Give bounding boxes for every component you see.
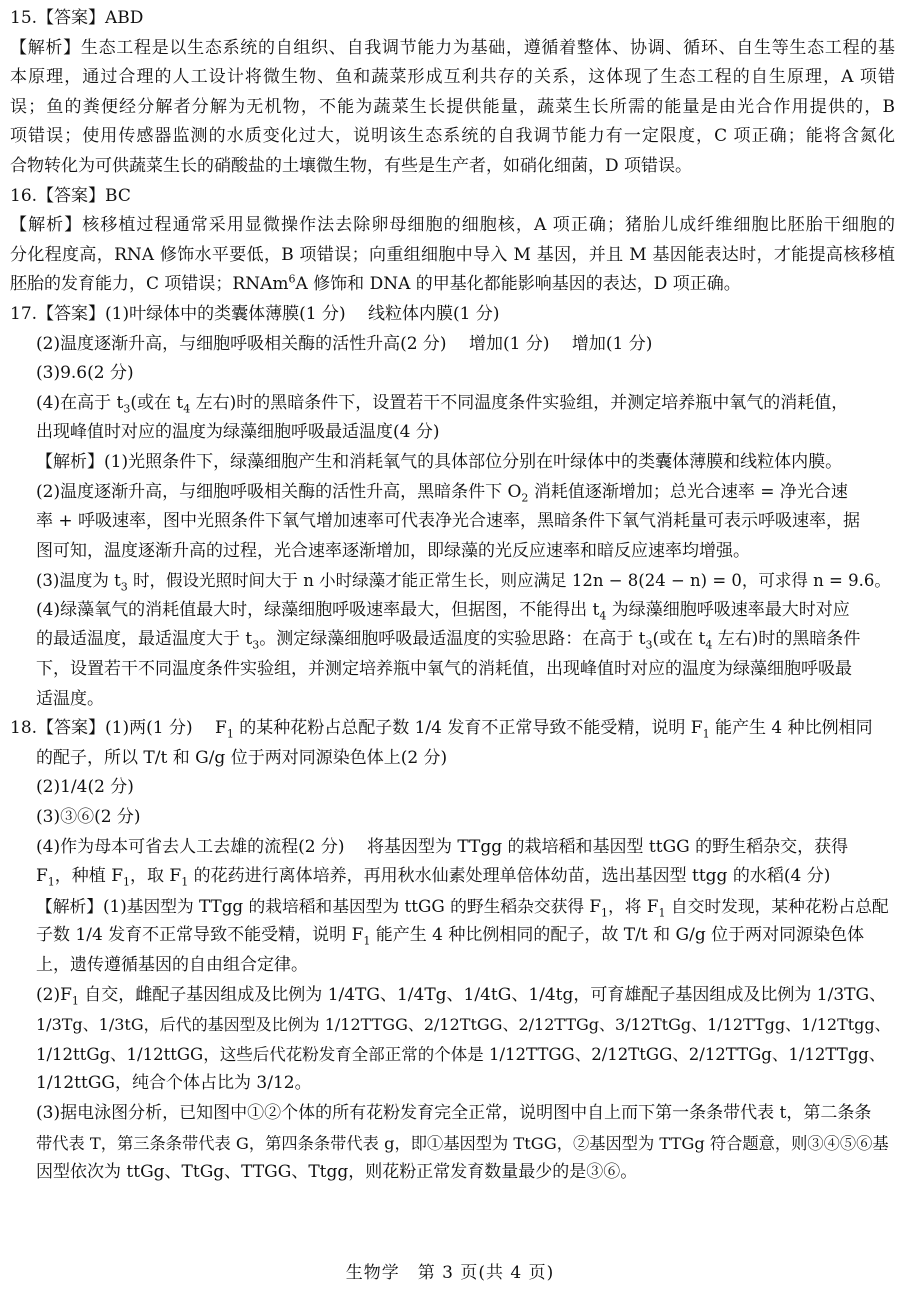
q18-answer-line: (4)作为母本可省去人工去雄的流程(2 分) 将基因型为 TTgg 的栽培稻和基因型 ttGG 的野生稻杂交，获得	[36, 836, 849, 857]
q18-answer-line: 的配子，所以 T/t 和 G/g 位于两对同源染色体上(2 分)	[36, 747, 448, 768]
q17-answer-line: (3)9.6(2 分)	[36, 363, 134, 384]
q18-explanation-line: 因型依次为 ttGg、TtGg、TTGG、Ttgg，则花粉正常发育数量最少的是③⑥。	[36, 1162, 638, 1183]
q17-answer-line: (2)温度逐渐升高，与细胞呼吸相关酶的活性升高(2 分) 增加(1 分) 增加(1 分)	[36, 333, 653, 354]
q18-answer-line: (3)③⑥(2 分)	[36, 807, 141, 828]
q17-explanation-line: 图可知，温度逐渐升高的过程，光合速率逐渐增加，即绿藻的光反应速率和暗反应速率均增强。	[36, 540, 750, 561]
q15-explanation-line: 合物转化为可供蔬菜生长的硝酸盐的土壤微生物，有些是生产者，如硝化细菌，D 项错误。	[10, 155, 693, 176]
q17-explanation-line: 的最适温度，最适温度大于 $t_3$。测定绿藻细胞呼吸最适温度的实验思路：在高于 $t_3$(或在 $t_4$ 左右)时的黑暗条件	[36, 629, 861, 652]
q17-explanation-line: 下，设置若干不同温度条件实验组，并测定培养瓶中氧气的消耗值，出现峰值时对应的温度为绿藻细胞呼吸最	[36, 659, 852, 680]
q18-explanation-line: 带代表 T，第三条条带代表 G，第四条条带代表 g，即①基因型为 TtGG，②基因型为 TTGg 符合题意，则③④⑤⑥基	[36, 1133, 889, 1153]
q17-explanation-line: (4)绿藻氧气的消耗值最大时，绿藻细胞呼吸速率最大，但据图，不能得出 $t_4$ 为绿藻细胞呼吸速率最大时对应	[36, 599, 850, 623]
q18-explanation-line: 1/12ttGG，纯合个体占比为 3/12。	[36, 1073, 312, 1094]
q17-explanation-line: (2)温度逐渐升高，与细胞呼吸相关酶的活性升高，黑暗条件下 $O_2$ 消耗值逐渐增加；总光合速率 = 净光合速	[36, 481, 848, 504]
q17-explanation-line: 【解析】(1)光照条件下，绿藻细胞产生和消耗氧气的具体部位分别在叶绿体中的类囊体薄膜和线粒体内膜。	[36, 451, 843, 472]
q15-explanation-line: 项错误；使用传感器监测的水质变化过大，说明该生态系统的自我调节能力有一定限度，C 项正确；能将含氮化	[10, 126, 895, 147]
q17-explanation-line: 率 + 呼吸速率，图中光照条件下氧气增加速率可代表净光合速率，黑暗条件下氧气消耗量可表示呼吸速率，据	[36, 511, 861, 532]
answer-content	[10, 4, 895, 1188]
q16-explanation-line: 分化程度高，RNA 修饰水平要低，B 项错误；向重组细胞中导入 M 基因，并且 M 基因能表达时，才能提高核移植	[10, 244, 895, 265]
q18-explanation-line: 1/3Tg、1/3tG，后代的基因型及比例为 1/12TTGG、2/12TtGG、2/12TTGg、3/12TtGg、1/12TTgg、1/12Ttgg、	[36, 1015, 891, 1035]
q17-answer-line: (4)在高于 $t_3$(或在 $t_4$ 左右)时的黑暗条件下，设置若干不同温度条件实验组，并测定培养瓶中氧气的消耗值，	[36, 392, 849, 416]
q18-answer-line: $F_1$，种植 $F_1$，取 $F_1$ 的花药进行离体培养，再用秋水仙素处理单倍体幼苗，选出基因型 ttgg 的水稻(4 分)	[36, 866, 831, 889]
q16-explanation-line: 【解析】核移植过程通常采用显微操作法去除卵母细胞的细胞核，A 项正确；猪胎儿成纤维细胞比胚胎干细胞的	[10, 215, 895, 236]
q17-answer-line: 17.【答案】(1)叶绿体中的类囊体薄膜(1 分) 线粒体内膜(1 分)	[10, 303, 500, 324]
q16-explanation-line: 胚胎的发育能力，C 项错误；RNAm$^6$A 修饰和 DNA 的甲基化都能影响基因的表达，D 项正确。	[10, 272, 741, 295]
q17-answer-line: 出现峰值时对应的温度为绿藻细胞呼吸最适温度(4 分)	[36, 422, 440, 443]
q15-explanation-line: 误；鱼的粪便经分解者分解为无机物，不能为蔬菜生长提供能量，蔬菜生长所需的能量是由光合作用提供的，B	[10, 96, 895, 117]
q18-explanation-line: 1/12ttGg、1/12ttGG，这些后代花粉发育全部正常的个体是 1/12TTGG、2/12TtGG、2/12TTGg、1/12TTgg、	[36, 1044, 886, 1064]
q18-answer-line: 18.【答案】(1)两(1 分) $F_1$ 的某种花粉占总配子数 1/4 发育不正常导致不能受精，说明 $F_1$ 能产生 4 种比例相同	[10, 718, 873, 741]
q18-explanation-line: 子数 1/4 发育不正常导致不能受精，说明 $F_1$ 能产生 4 种比例相同的配子，故 T/t 和 G/g 位于两对同源染色体	[36, 925, 865, 948]
page-footer: 生物学 第 3 页(共 4 页)	[345, 1263, 555, 1283]
q18-explanation-line: 上，遗传遵循基因的自由组合定律。	[36, 955, 308, 975]
q15-explanation-line: 本原理，通过合理的人工设计将微生物、鱼和蔬菜形成互利共存的关系，这体现了生态工程的自生原理，A 项错	[10, 67, 895, 88]
q16-answer: 16.【答案】BC	[10, 185, 131, 206]
q18-answer-line: (2)1/4(2 分)	[36, 777, 134, 798]
q18-explanation-line: $(2)F_1$ 自交，雌配子基因组成及比例为 1/4TG、1/4Tg、1/4tG、1/4tg，可育雄配子基因组成及比例为 1/3TG、	[36, 984, 887, 1007]
q15-answer: 15.【答案】ABD	[10, 8, 144, 28]
q15-explanation-line: 【解析】生态工程是以生态系统的自组织、自我调节能力为基础，遵循着整体、协调、循环、自生等生态工程的基	[10, 37, 895, 58]
q17-explanation-line: 适温度。	[36, 688, 104, 709]
q18-explanation-line: 【解析】(1)基因型为 TTgg 的栽培稻和基因型为 ttGG 的野生稻杂交获得 $F_1$，将 $F_1$ 自交时发现，某种花粉占总配	[36, 895, 889, 920]
q18-explanation-line: (3)据电泳图分析，已知图中①②个体的所有花粉发育完全正常，说明图中自上而下第一条条带代表 t，第二条条	[36, 1102, 872, 1123]
q17-explanation-line: (3)温度为 $t_3$ 时，假设光照时间大于 n 小时绿藻才能正常生长，则应满足 12n − 8(24 − n) = 0，可求得 n = 9.6。	[36, 571, 891, 594]
